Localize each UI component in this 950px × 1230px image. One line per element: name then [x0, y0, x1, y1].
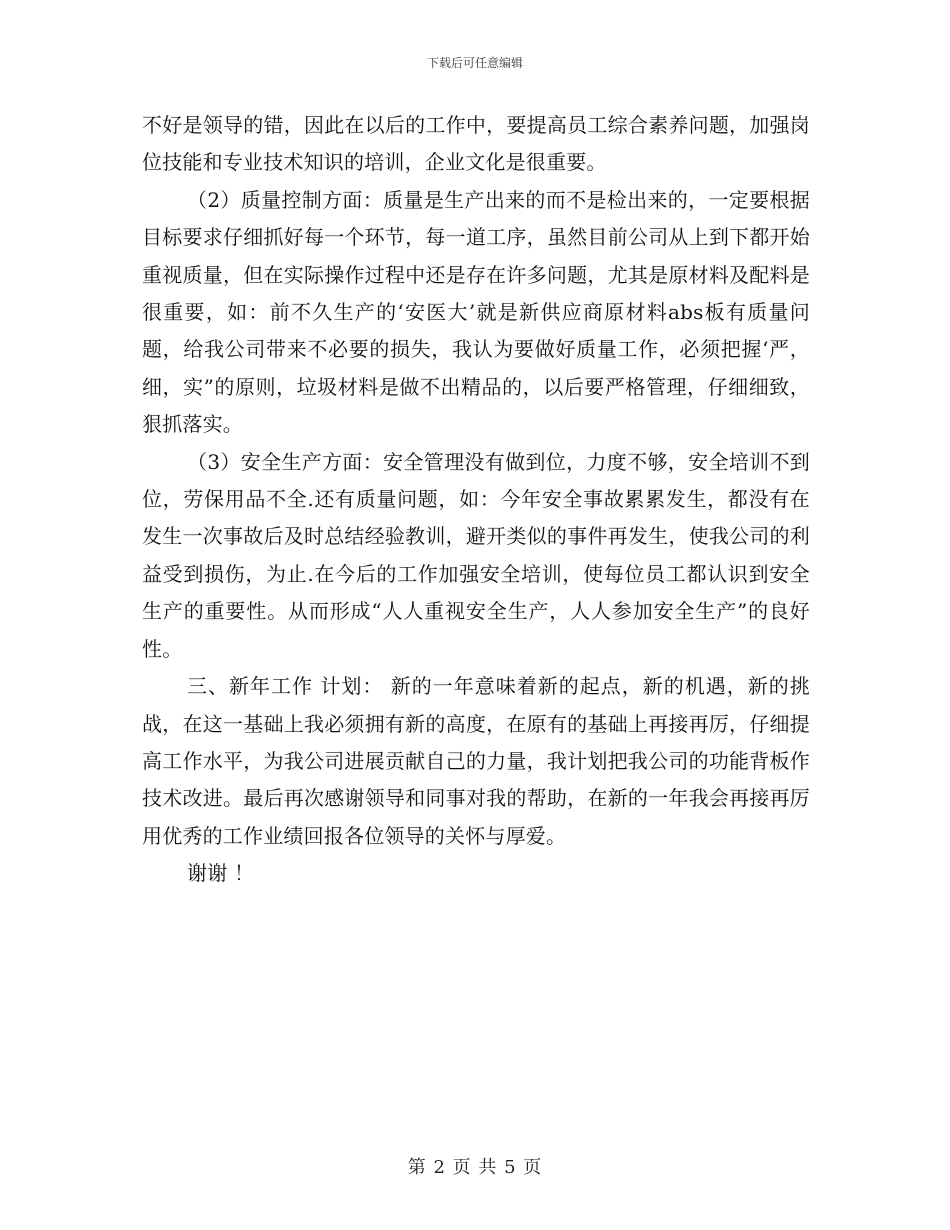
document-body: [142, 107, 810, 893]
page-footer: 第 2 页 共 5 页: [407, 1157, 543, 1178]
paragraph-new-year-plan: 三、新年工作 计划： 新的一年意味着新的起点，新的机遇，新的挑战，在这一基础上我必须拥有新的高度，在原有的基础上再接再厉，仔细提高工作水平，为我公司进展贡献自己的力量，我计划把我公司的功能背板作技术改进。最后再次感谢领导和同事对我的帮助，在新的一年我会再接再厉用优秀的工作业绩回报各位领导的关怀与厚爱。: [142, 674, 810, 848]
page-header: 下载后可任意编辑: [426, 56, 523, 70]
paragraph-safety-production: （3）安全生产方面：安全管理没有做到位，力度不够，安全培训不到位，劳保用品不全.还有质量问题，如：今年安全事故累累发生，都没有在发生一次事故后及时总结经验教训，避开类似的事件再发生，使我公司的利益受到损伤，为止.在今后的工作加强安全培训，使每位员工都认识到安全生产的重要性。从而形成“人人重视安全生产，人人参加安全生产”的良好性。: [142, 449, 810, 661]
paragraph-thanks: 谢谢 ！: [187, 861, 255, 886]
paragraph-quality-control: （2）质量控制方面：质量是生产出来的而不是检出来的，一定要根据目标要求仔细抓好每一个环节，每一道工序，虽然目前公司从上到下都开始重视质量，但在实际操作过程中还是存在许多问题，尤其是原材料及配料是很重要，如：前不久生产的‘安医大’就是新供应商原材料abs板有质量问题，给我公司带来不必要的损失，我认为要做好质量工作，必须把握‘严，细，实”的原则，垃圾材料是做不出精品的，以后要严格管理，仔细细致，狠抓落实。: [142, 187, 810, 437]
paragraph-1: 不好是领导的错，因此在以后的工作中，要提高员工综合素养问题，加强岗位技能和专业技术知识的培训，企业文化是很重要。: [142, 113, 810, 175]
